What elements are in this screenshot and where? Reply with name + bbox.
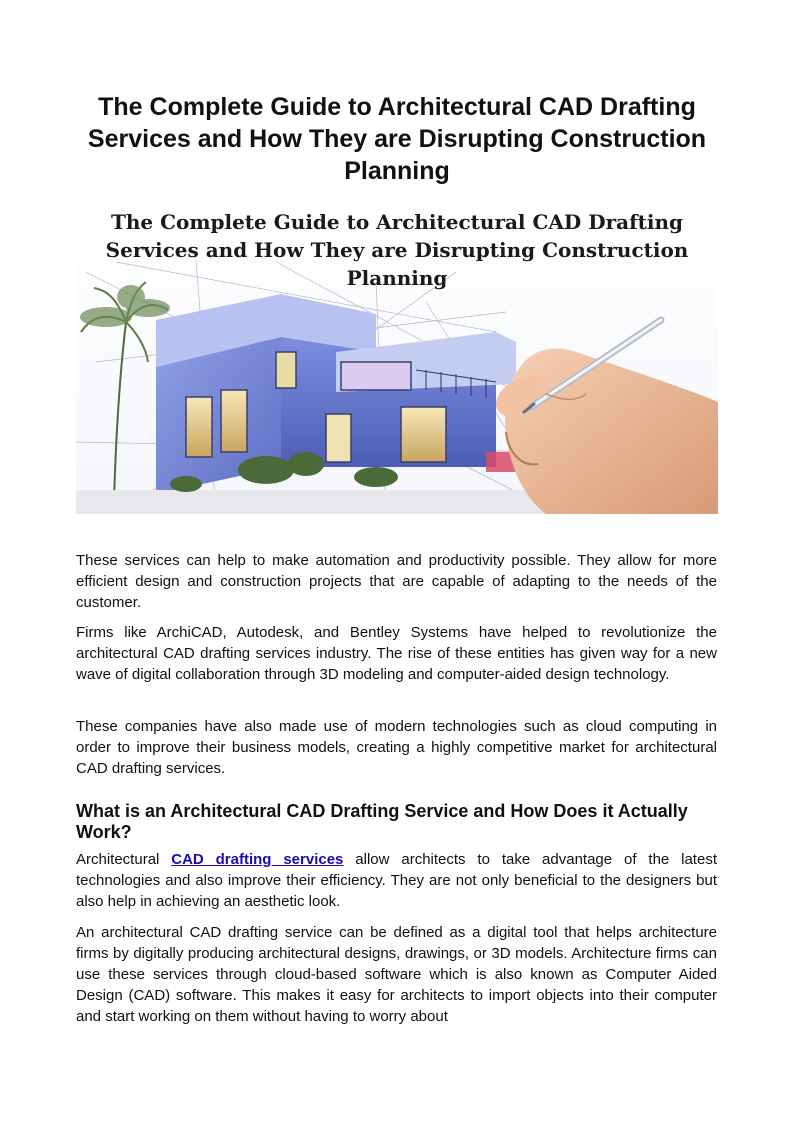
paragraph-section-1 xyxy=(76,849,717,912)
paragraph-intro-1: These services can help to make automation and productivity possible. They allow for more efficient design and construction projects that are capable of adapting to the needs of the customer. xyxy=(76,552,717,611)
hero-title: The Complete Guide to Architectural CAD Drafting Services and How They are Disrupting Construction Planning xyxy=(105,210,689,290)
paragraph-intro-2: Firms like ArchiCAD, Autodesk, and Bentley Systems have helped to revolutionize the architectural CAD drafting services industry. The rise of these entities has given way for a new wave of digital collaboration through 3D modeling and computer-aided design technology. xyxy=(76,624,717,683)
page-title: The Complete Guide to Architectural CAD Drafting Services and How They are Disrupting Construction Planning xyxy=(87,93,707,185)
paragraph-section-1-rest: allow architects to take advantage of the latest technologies and also improve their efficiency. They are not only beneficial to the designers but also help in achieving an aesthetic look. xyxy=(76,851,717,910)
hero-image xyxy=(76,202,718,514)
section-heading: What is an Architectural CAD Drafting Service and How Does it Actually Work? xyxy=(76,801,688,842)
paragraph-intro-3: These companies have also made use of modern technologies such as cloud computing in order to improve their business models, creating a highly competitive market for architectural CAD drafting services. xyxy=(76,718,717,777)
paragraph-section-2: An architectural CAD drafting service can be defined as a digital tool that helps architecture firms by digitally producing architectural designs, drawings, or 3D models. Architecture firms can use these services through cloud-based software which is also known as Computer Aided Design (CAD) software. This makes it easy for architects to import objects into their computer and start working on them without having to worry about xyxy=(76,924,717,1025)
paragraph-section-1-lead: Architectural xyxy=(76,851,172,868)
cad-drafting-services-link[interactable]: CAD drafting services xyxy=(171,851,344,868)
